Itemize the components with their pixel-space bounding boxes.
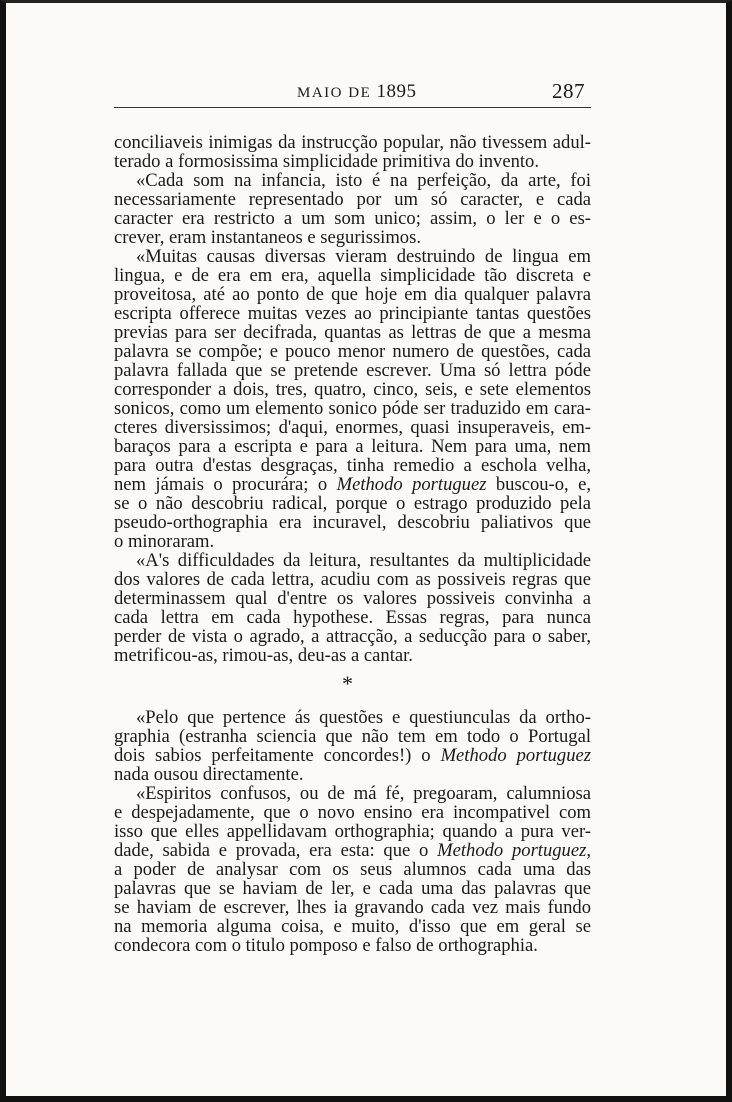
text-line: o minoraram. <box>114 531 215 552</box>
text-fragment: dois sabios perfeitamente concordes!) o <box>114 745 441 766</box>
text-line: proveitosa, até ao ponto de que hoje em dia qualquer palavra <box>114 284 591 305</box>
text-line: corresponder a dois, tres, quatro, cinco, seis, e sete elementos <box>114 379 591 400</box>
text-line: palavra fallada que se pretende escrever. Uma só lettra póde <box>114 360 591 381</box>
italic-title: Methodo portuguez <box>336 474 487 495</box>
running-title-text: MAIO DE <box>297 85 372 101</box>
text-line: pseudo-orthographia era incuravel, descobriu paliativos que <box>114 512 591 533</box>
text-line: dos valores de cada lettra, acudiu com as possiveis regras que <box>114 569 591 590</box>
page-header <box>114 79 591 108</box>
text-line: para outra d'estas desgraças, tinha remedio a eschola velha, <box>114 455 591 476</box>
text-line: crever, eram instantaneos e segurissimos. <box>114 227 421 248</box>
text-line: metrificou-as, rimou-as, deu-as a cantar. <box>114 645 413 666</box>
text-line: cada lettra em cada hypothese. Essas regras, para nunca <box>114 607 591 628</box>
text-line: lingua, e de era em era, aquella simplicidade tão discreta e <box>114 265 591 286</box>
text-line <box>114 841 591 860</box>
text-line: terado a formosissima simplicidade primitiva do invento. <box>114 151 539 172</box>
text-line: caracter era restricto a um som unico; assim, o ler e o es- <box>114 208 591 229</box>
text-line: a poder de analysar com os seus alumnos cada uma das <box>114 859 591 880</box>
paragraph-block-1 <box>114 133 591 665</box>
text-line: escripta offerece muitas vezes ao principiante tantas questões <box>114 303 591 324</box>
text-line: «Muitas causas diversas vieram destruindo de lingua em <box>136 246 591 267</box>
text-line <box>114 746 591 765</box>
text-line <box>114 475 591 494</box>
text-line: cteres diversissimos; d'aqui, enormes, quasi insuperaveis, em- <box>114 417 591 438</box>
text-line: baraços para a escripta e para a leitura. Nem para uma, nem <box>114 436 591 457</box>
text-line: palavra se compõe; e pouco menor numero de questões, cada <box>114 341 591 362</box>
paragraph-block-2 <box>114 708 591 955</box>
text-line: perder de vista o agrado, a attracção, a seducção para o saber, <box>114 626 591 647</box>
text-line: palavras que se haviam de ler, e cada uma das palavras que <box>114 878 591 899</box>
text-fragment: buscou-o, e, <box>486 474 591 495</box>
text-line: graphia (estranha sciencia que não tem em todo o Portugal <box>114 726 591 747</box>
page-number: 287 <box>552 79 585 103</box>
text-line: «Pelo que pertence ás questões e questiunculas da ortho- <box>136 707 591 728</box>
text-line: necessariamente representado por um só caracter, e cada <box>114 189 591 210</box>
section-separator: * <box>342 671 353 696</box>
text-line: sonicos, como um elemento sonico póde ser traduzido em cara- <box>114 398 591 419</box>
text-line: na memoria alguma coisa, e muito, d'isso que em geral se <box>114 916 591 937</box>
text-line: isso que elles appellidavam orthographia; quando a pura ver- <box>114 821 591 842</box>
text-line: determinassem qual d'entre os valores possiveis convinha a <box>114 588 591 609</box>
text-fragment: nem jámais o procurára; o <box>114 474 328 495</box>
text-line: nada ousou directamente. <box>114 764 304 785</box>
text-line: se o não descobriu radical, porque o estrago produzido pela <box>114 493 591 514</box>
text-line: previas para ser decifrada, quantas as lettras de que a mesma <box>114 322 591 343</box>
running-title-year: 1895 <box>376 81 417 102</box>
italic-title: Methodo portuguez, <box>437 840 591 861</box>
text-line: «Cada som na infancia, isto é na perfeição, da arte, foi <box>136 170 591 191</box>
running-title <box>297 81 417 103</box>
text-line: se haviam de escrever, lhes ia gravando cada vez mais fundo <box>114 897 591 918</box>
text-fragment: dade, sabida e provada, era esta: que o <box>114 840 438 861</box>
italic-title: Methodo portuguez <box>440 745 591 766</box>
text-line: «A's difficuldades da leitura, resultantes da multiplicidade <box>136 550 591 571</box>
text-line: conciliaveis inimigas da instrucção popular, não tivessem adul- <box>114 132 591 153</box>
text-line: condecora com o titulo pomposo e falso de orthographia. <box>114 935 538 956</box>
text-line: «Espiritos confusos, ou de má fé, pregoaram, calumniosa <box>136 783 591 804</box>
text-line: e despejadamente, que o novo ensino era incompativel com <box>114 802 591 823</box>
